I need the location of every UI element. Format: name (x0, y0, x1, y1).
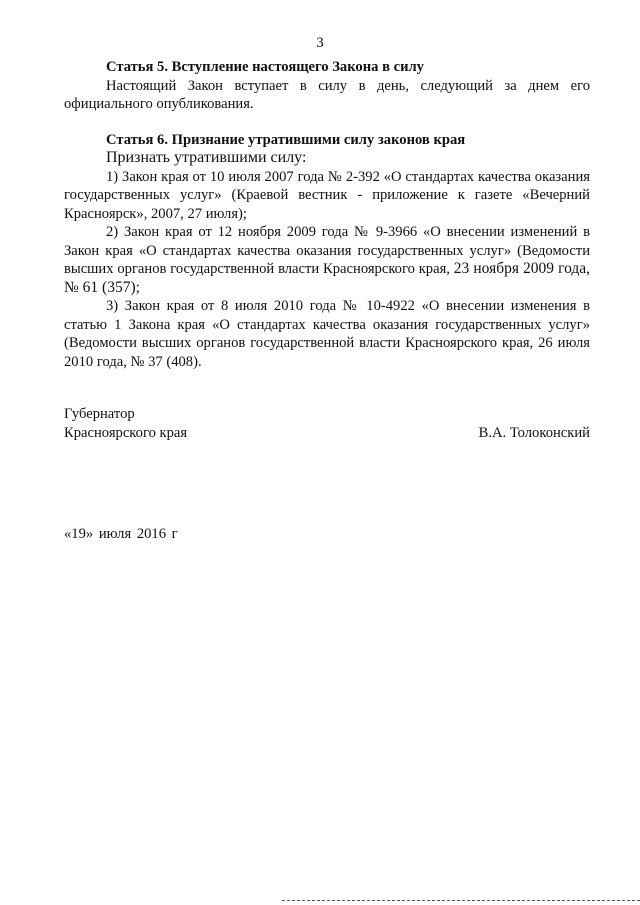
paragraph-gap (64, 114, 590, 131)
signer-title-line-2: Красноярского края (64, 425, 188, 441)
page-number: 3 (316, 35, 324, 51)
article-5-heading: Статья 5. Вступление настоящего Закона в силу (106, 59, 424, 75)
signer-title-line-1: Губернатор (64, 406, 135, 422)
article-6-item-3: 3) Закон края от 8 июля 2010 года № 10-4922 «О внесении изменения в статью 1 Закона края «О стандартах качества оказания государственных услуг» (Ведомости высших органов государственной власти Красноярского края, 26 июля 2010 года, № 37 (408). (64, 298, 590, 370)
signature-block (64, 405, 590, 443)
document-body (64, 58, 590, 371)
article-6-item-2-main: 2) Закон края от 12 ноября 2009 года № 9-3966 «О внесении изменений в Закон края «О стандартах качества оказания государственных услуг» (Ведомости высших органов государственной власти Красноярского края, (64, 224, 590, 277)
article-6-lead: Признать утратившими силу: (106, 149, 307, 166)
article-6-item-2 (64, 223, 590, 297)
article-6-heading: Статья 6. Признание утратившими силу законов края (106, 131, 466, 148)
signer-name: В.А. Толоконский (478, 425, 590, 441)
bottom-divider (282, 900, 640, 901)
article-6-item-1: 1) Закон края от 10 июля 2007 года № 2-392 «О стандартах качества оказания государственных услуг» (Краевой вестник - приложение к газете «Вечерний Красноярск», 2007, 27 июля); (64, 168, 590, 222)
document-date: «19» июля 2016 г (64, 526, 178, 542)
article-6-item-2-tail: 23 ноября 2009 года, № 61 (357); (64, 260, 591, 296)
article-5-text: Настоящий Закон вступает в силу в день, следующий за днем его официального опубликования. (64, 77, 590, 112)
